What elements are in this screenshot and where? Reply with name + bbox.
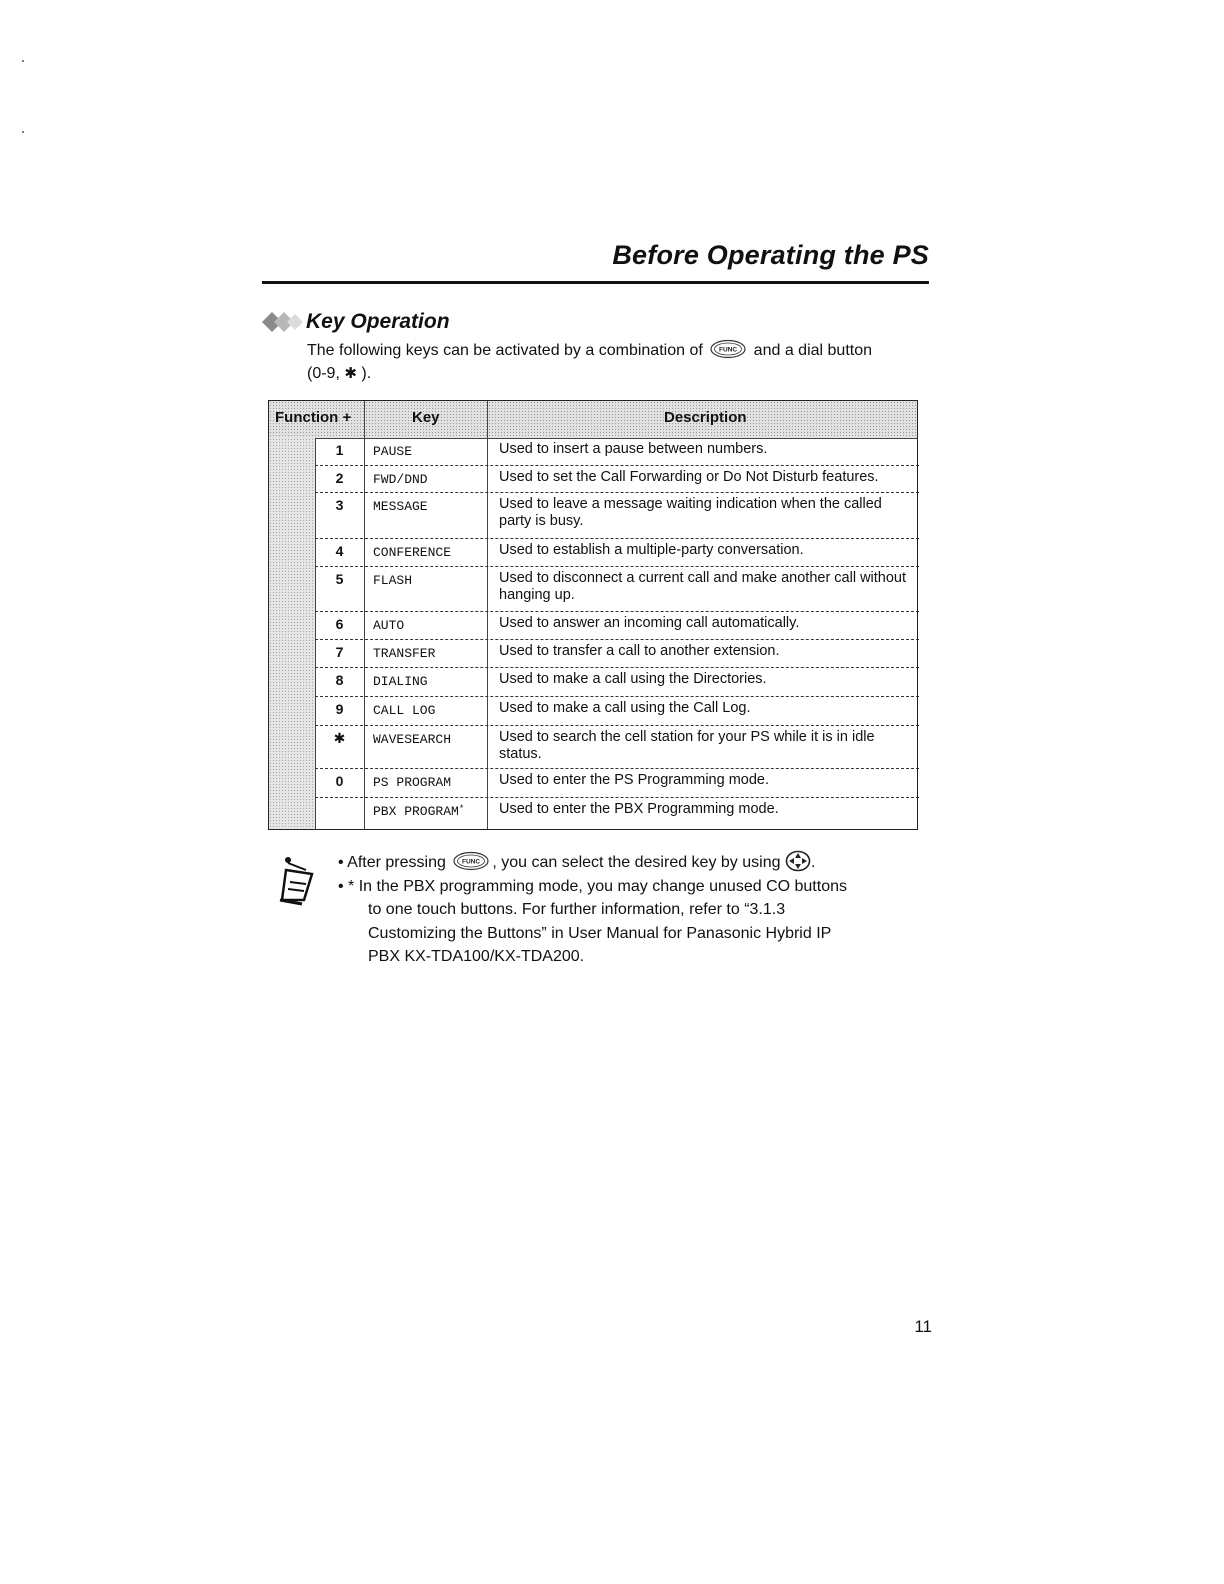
row-number: 5 [335,571,344,587]
note-2-line: Customizing the Buttons” in User Manual for Panasonic Hybrid IP [368,924,832,942]
row-number: 1 [335,442,344,458]
row-key: FLASH [373,573,413,588]
intro-text-4: ). [356,365,372,382]
diamond-bullet-icon [262,310,304,334]
row-description: Used to search the cell station for your PS while it is in idle status. [499,729,875,762]
note-1-text-a: • After pressing [338,854,451,871]
section-title: Key Operation [306,310,450,333]
table-row [315,668,919,697]
notes-block [338,850,938,969]
row-key: FWD/DND [373,472,428,487]
header-key: Key [412,409,440,426]
table-row [315,640,919,668]
table-row [315,493,919,539]
row-key: PS PROGRAM [373,775,452,790]
row-key: MESSAGE [373,499,428,514]
row-description: Used to insert a pause between numbers. [499,441,768,457]
page-number: 11 [914,1317,932,1336]
header-rule [262,281,929,284]
row-description: Used to disconnect a current call and make another call without hanging up. [499,570,907,603]
table-row [315,697,919,726]
table-row [315,539,919,567]
table-row [315,769,919,798]
note-pencil-icon [278,856,318,906]
note-2-line: to one touch buttons. For further information, refer to “3.1.3 [368,901,786,918]
row-number: 3 [335,497,344,513]
table-row [315,726,919,769]
function-column-shade [269,438,316,829]
intro-text-3: (0-9, [307,365,345,382]
intro-text-1: The following keys can be activated by a combination of [307,342,708,359]
row-key: CALL LOG [373,703,436,718]
row-description: Used to transfer a call to another extension. [499,643,780,659]
scan-speck [22,60,24,62]
row-description: Used to answer an incoming call automatically. [499,615,800,631]
table-header [269,401,917,439]
page-header-title: Before Operating the PS [612,240,929,270]
func-label: FUNC [462,858,481,866]
row-number: 2 [335,470,344,486]
star-symbol: ✱ [344,365,357,382]
row-number: 6 [335,616,344,632]
table-row [315,798,919,829]
note-1-text-b: , you can select the desired key by using [492,854,785,871]
cross-navigator-icon [785,850,811,872]
note-1-text-c: . [810,854,816,871]
row-number: 4 [335,543,344,559]
note-1 [338,850,938,875]
table-row [315,466,919,493]
table-row [315,612,919,640]
func-label: FUNC [719,346,738,354]
key-operation-table [268,400,918,830]
row-description: Used to enter the PBX Programming mode. [499,801,779,817]
func-button-icon [452,851,490,871]
row-description: Used to establish a multiple-party conversation. [499,542,804,558]
row-description: Used to make a call using the Call Log. [499,700,751,716]
header-description: Description [664,409,747,426]
row-number: 9 [335,701,344,717]
table-row [315,438,919,466]
row-description: Used to leave a message waiting indication when the called party is busy. [499,496,882,529]
row-number: 8 [335,672,344,688]
row-key: TRANSFER [373,646,436,661]
row-number: 0 [335,773,344,789]
row-key: AUTO [373,618,405,633]
note-2-line: • * In the PBX programming mode, you may change unused CO buttons [338,877,847,895]
row-key: DIALING [373,674,428,689]
section-heading [262,310,450,334]
row-description: Used to enter the PS Programming mode. [499,772,769,788]
table-row [315,567,919,612]
func-button-icon [709,339,747,359]
row-description: Used to set the Call Forwarding or Do Not Disturb features. [499,469,879,485]
row-description: Used to make a call using the Directories. [499,671,767,687]
scan-speck [22,131,24,133]
note-2-line: PBX KX-TDA100/KX-TDA200. [368,948,585,965]
footnote-star: * [458,804,465,814]
row-key: WAVESEARCH [373,732,452,747]
intro-text-2: and a dial button [749,342,872,359]
intro-paragraph [307,339,929,385]
row-key-text: PBX PROGRAM [373,804,459,819]
row-key: CONFERENCE [373,545,452,560]
row-key: PAUSE [373,444,413,459]
header-function: Function + [275,409,352,426]
row-number: 7 [335,644,344,660]
row-number: ✱ [333,730,346,746]
row-key [373,804,464,819]
